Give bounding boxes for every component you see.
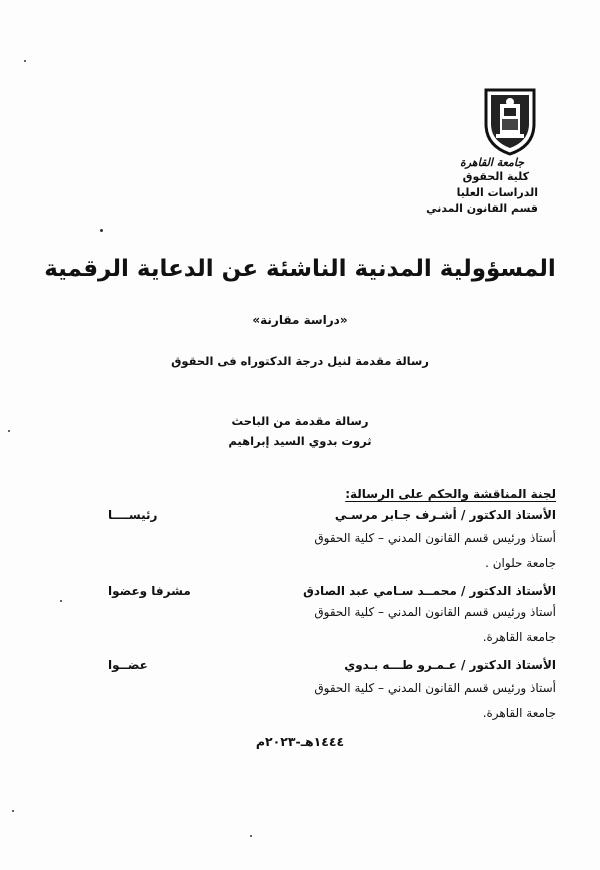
- scan-speck: [250, 835, 252, 837]
- committee-member-university: جامعة القاهرة.: [482, 706, 556, 720]
- thesis-title: المسؤولية المدنية الناشئة عن الدعاية الرقمية: [44, 256, 556, 282]
- scan-speck: [100, 229, 103, 232]
- thesis-subtitle: «دراسة مقارنة»: [252, 313, 348, 327]
- committee-member-university: جامعة القاهرة.: [482, 630, 556, 644]
- scan-speck: [60, 600, 62, 602]
- university-script: جامعة القاهرة: [459, 156, 524, 169]
- committee-member-name: الأستاذ الدكتور / محمــد سـامي عبد الصادق: [303, 584, 556, 598]
- committee-member-university: جامعة حلوان .: [485, 556, 556, 570]
- scan-speck: [8, 430, 10, 432]
- faculty-label: كلية الحقوق: [462, 170, 529, 183]
- university-seal-icon: [478, 84, 542, 158]
- scan-speck: [12, 810, 14, 812]
- studies-label: الدراسات العليا: [456, 186, 538, 199]
- committee-member-name: الأستاذ الدكتور / أشـرف جـابر مرسـي: [334, 508, 556, 522]
- department-label: قسم القانون المدني: [426, 202, 538, 215]
- committee-member-position: أستاذ ورئيس قسم القانون المدني – كلية الحقوق: [314, 605, 556, 619]
- committee-heading: لجنة المناقشة والحكم على الرسالة:: [345, 487, 556, 501]
- committee-member-position: أستاذ ورئيس قسم القانون المدني – كلية الحقوق: [314, 681, 556, 695]
- thesis-purpose: رسالة مقدمة لنيل درجة الدكتوراه فى الحقوق: [171, 354, 429, 368]
- researcher-intro: رسالة مقدمة من الباحث: [231, 414, 369, 428]
- committee-member-position: أستاذ ورئيس قسم القانون المدني – كلية الحقوق: [314, 531, 556, 545]
- committee-member-role: مشرفا وعضوا: [108, 584, 191, 598]
- scan-speck: [24, 60, 26, 62]
- committee-member-role: رئيســــا: [108, 508, 158, 522]
- committee-member-role: عضــوا: [108, 658, 148, 672]
- committee-member-name: الأستاذ الدكتور / عـمـرو طـــه بـدوي: [344, 658, 556, 672]
- submission-date: ١٤٤٤هـ-٢٠٢٣م: [255, 734, 345, 749]
- researcher-name: ثروت بدوي السيد إبراهيم: [228, 434, 372, 448]
